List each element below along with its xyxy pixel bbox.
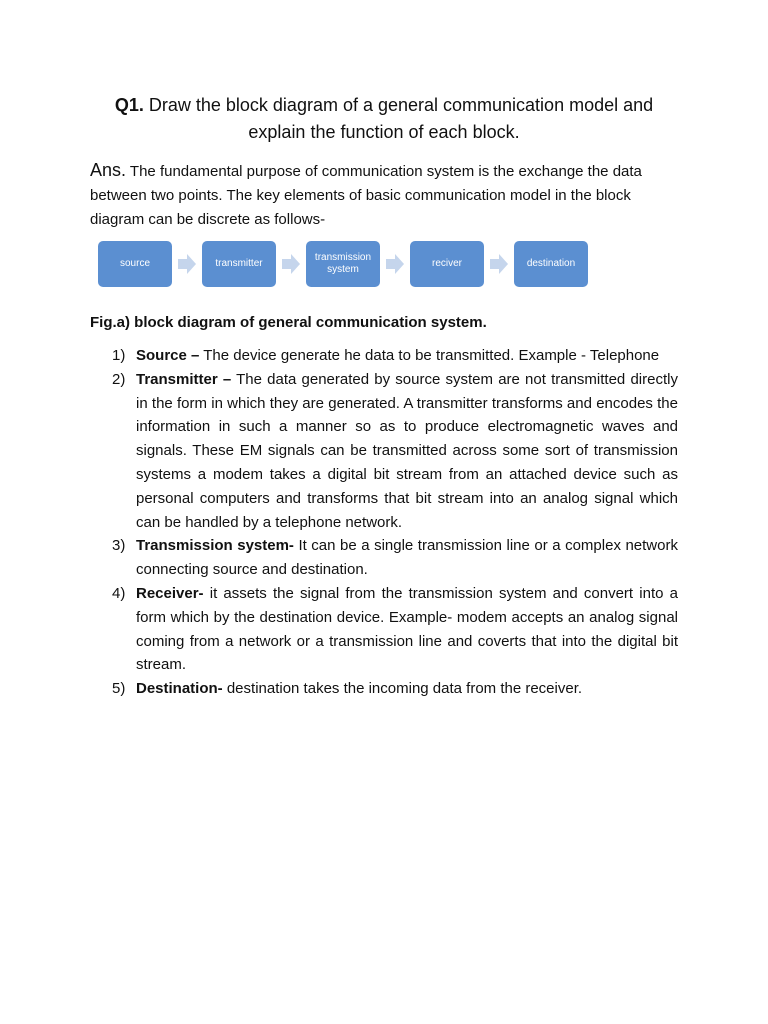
item-term: Transmitter – [136,370,232,388]
item-number: 1) [112,347,126,364]
item-term: Receiver- [136,584,204,602]
item-text: It can be a single transmission line or a complex network connecting source and destination. [136,537,678,579]
item-text: it assets the signal from the transmission system and convert into a form which by the destination device. Example- modem accepts an analog signal coming from a network or a transmission line and coverts that into the digital bit stream. [136,584,678,674]
arrow-shape [282,254,300,274]
list-item [108,677,678,701]
item-text: The device generate he data to be transmitted. Example - Telephone [199,347,660,364]
list-item [108,368,678,535]
question-text: Draw the block diagram of a general communication model and explain the function of each block. [143,95,654,142]
answer-paragraph [90,158,678,232]
figure-caption: Fig.a) block diagram of general communication system. [90,314,487,331]
list-item [108,582,678,677]
answer-label: Ans. [90,160,127,180]
item-term: Transmission system- [136,537,294,555]
block-receiver: reciver [410,241,484,287]
item-text: The data generated by source system are not transmitted directly in the form in which they are generated. A transmitter transforms and encodes the information in such a manner so as to produce electromagnetic waves and signals. These EM signals can be transmitted across some sort of transmission systems a modem takes a digital bit stream from an attached device such as personal computers and transforms that bit stream into an analog signal which can be handled by a telephone network. [136,370,678,531]
arrow-shape [490,254,508,274]
item-number: 4) [112,584,126,602]
explanation-list [108,344,678,701]
arrow-icon [276,241,306,287]
block-diagram [98,240,596,288]
arrow-shape [386,254,404,274]
item-number: 3) [112,537,126,555]
item-text: destination takes the incoming data from the receiver. [222,680,583,698]
arrow-shape [178,254,196,274]
item-term: Source – [136,347,200,364]
block-destination: destination [514,241,588,287]
list-item [108,344,678,368]
arrow-icon [172,241,202,287]
block-source: source [98,241,172,287]
block-transmission-system: transmission system [306,241,380,287]
block-transmitter: transmitter [202,241,276,287]
question-label: Q1. [114,95,144,115]
item-term: Destination- [136,680,223,698]
answer-text: The fundamental purpose of communication system is the exchange the data between two points. The key elements of basic communication model in the block diagram can be discrete as follows- [90,163,642,228]
question-heading [96,92,672,146]
list-item [108,534,678,582]
item-number: 2) [112,370,126,388]
item-number: 5) [112,680,126,698]
arrow-icon [380,241,410,287]
arrow-icon [484,241,514,287]
